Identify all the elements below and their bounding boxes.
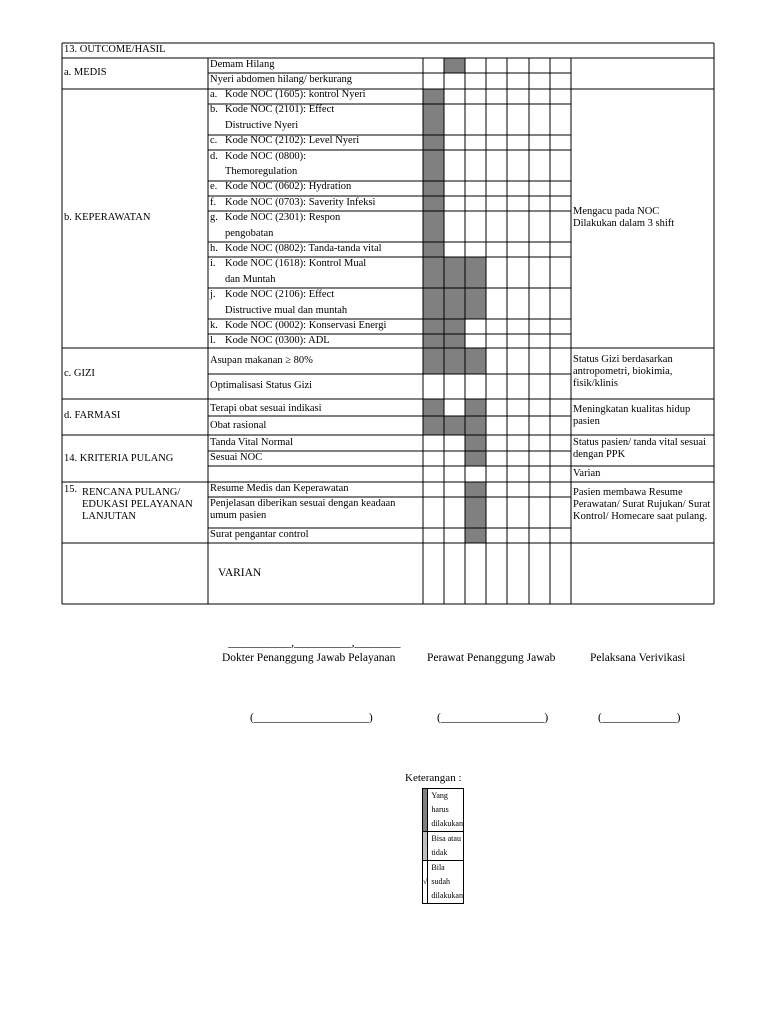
keperawatan-item-letter: i. <box>210 258 216 270</box>
keperawatan-item-letter: c. <box>210 135 218 147</box>
gizi-note: Status Gizi berdasarkan antropometri, biokimia, fisik/klinis <box>573 354 673 389</box>
keperawatan-item-text: dan Muntah <box>225 273 276 285</box>
legend-label: Yang harus dilakukan <box>428 789 464 832</box>
medis-item: Demam Hilang <box>210 59 275 70</box>
section-13-title: 13. OUTCOME/HASIL <box>64 44 166 55</box>
farmasi-note: Meningkatan kualitas hidup pasien <box>573 404 691 427</box>
keperawatan-cell-fill <box>465 257 486 288</box>
keperawatan-item-letter: b. <box>210 104 218 116</box>
legend-check-symbol: √ <box>423 861 428 904</box>
keperawatan-item-text: Distructive Nyeri <box>225 119 299 131</box>
keperawatan-item-text: Kode NOC (2301): Respon <box>225 212 341 224</box>
kriteria-item: Tanda Vital Normal <box>210 437 294 448</box>
farmasi-cell-fill <box>465 399 486 416</box>
rencana-cell-fill <box>465 482 486 543</box>
keperawatan-cell-fill <box>444 334 465 348</box>
gizi-cell-fill <box>444 348 465 374</box>
medis-item: Nyeri abdomen hilang/ berkurang <box>210 74 352 85</box>
keperawatan-item-letter: l. <box>210 335 216 347</box>
medis-cell-fill <box>444 58 465 73</box>
signature-line-verifier: (_____________) <box>598 712 681 724</box>
keperawatan-item-text: Kode NOC (2102): Level Nyeri <box>225 135 360 147</box>
signature-line-nurse: (__________________) <box>437 712 549 724</box>
farmasi-cell-fill <box>423 416 444 435</box>
keperawatan-item-text: Kode NOC (0703): Saverity Infeksi <box>225 196 376 208</box>
kriteria-varian: Varian <box>573 468 601 479</box>
farmasi-cell-fill <box>444 416 465 435</box>
keperawatan-item-letter: e. <box>210 181 218 193</box>
kriteria-label: 14. KRITERIA PULANG <box>64 453 174 464</box>
keperawatan-cell-fill <box>444 319 465 334</box>
rencana-number: 15. <box>64 484 78 495</box>
legend-label: Bisa atau tidak <box>428 832 464 861</box>
farmasi-item: Terapi obat sesuai indikasi <box>210 403 322 414</box>
signature-line-doctor: (____________________) <box>250 712 373 724</box>
legend-title: Keterangan : <box>405 772 462 784</box>
legend-row <box>423 789 464 832</box>
legend-label: Bila sudah dilakukan <box>428 861 464 904</box>
keperawatan-cell-fill <box>423 104 444 135</box>
signature-role-doctor: Dokter Penanggung Jawab Pelayanan <box>222 652 396 664</box>
keperawatan-cell-fill <box>444 288 465 319</box>
legend-row <box>423 861 464 904</box>
keperawatan-note: Mengacu pada NOC Dilakukan dalam 3 shift <box>573 206 675 229</box>
gizi-item: Optimalisasi Status Gizi <box>210 380 313 391</box>
gizi-label: c. GIZI <box>64 368 95 379</box>
keperawatan-cell-fill <box>423 89 444 104</box>
keperawatan-item-text: Kode NOC (0802): Tanda-tanda vital <box>225 243 382 254</box>
keperawatan-cell-fill <box>465 288 486 319</box>
keperawatan-item-text: Kode NOC (0800): <box>225 150 307 162</box>
keperawatan-item-letter: d. <box>210 150 218 162</box>
gizi-cell-fill <box>465 348 486 374</box>
keperawatan-item-letter: f. <box>210 196 217 208</box>
keperawatan-label: b. KEPERAWATAN <box>64 212 151 223</box>
keperawatan-item-text: Themoregulation <box>225 166 298 177</box>
keperawatan-item-text: Kode NOC (0602): Hydration <box>225 181 352 193</box>
legend-row <box>423 832 464 861</box>
gizi-cell-fill <box>423 348 444 374</box>
kriteria-item: Sesuai NOC <box>210 452 263 463</box>
rencana-item: Penjelasan diberikan sesuai dengan keadaan umum pasien <box>210 498 396 521</box>
varian-label: VARIAN <box>218 567 262 579</box>
rencana-label: RENCANA PULANG/ EDUKASI PELAYANAN LANJUTAN <box>82 487 193 522</box>
keperawatan-item-text: Distructive mual dan muntah <box>225 304 348 316</box>
keperawatan-item-letter: h. <box>210 243 218 254</box>
keperawatan-item-letter: g. <box>210 212 218 224</box>
keperawatan-item-text: Kode NOC (1605): kontrol Nyeri <box>225 89 366 100</box>
kriteria-note: Status pasien/ tanda vital sesuai dengan PPK <box>573 437 706 460</box>
keperawatan-item-letter: k. <box>210 320 218 331</box>
medis-label: a. MEDIS <box>64 67 107 78</box>
signature-role-nurse: Perawat Penanggung Jawab <box>427 652 556 664</box>
keperawatan-cell-fill <box>423 135 444 150</box>
keperawatan-item-letter: a. <box>210 89 218 100</box>
farmasi-label: d. FARMASI <box>64 410 121 421</box>
keperawatan-cell-fill <box>444 257 465 288</box>
keperawatan-item-letter: j. <box>210 289 216 301</box>
rencana-item: Resume Medis dan Keperawatan <box>210 483 349 494</box>
farmasi-cell-fill <box>423 399 444 416</box>
keperawatan-cell-fill <box>423 196 444 211</box>
keperawatan-cell-fill <box>423 288 444 319</box>
gizi-item: Asupan makanan ≥ 80% <box>210 355 313 366</box>
keperawatan-item-text: Kode NOC (0002): Konservasi Energi <box>225 320 387 331</box>
keperawatan-cell-fill <box>423 257 444 288</box>
legend-table <box>422 788 464 904</box>
signature-role-verifier: Pelaksana Verivikasi <box>590 652 686 664</box>
signature-date-line: ___________,__________,________ <box>228 637 401 649</box>
keperawatan-cell-fill <box>423 334 444 348</box>
keperawatan-cell-fill <box>423 211 444 242</box>
keperawatan-cell-fill <box>423 242 444 257</box>
keperawatan-cell-fill <box>423 150 444 181</box>
keperawatan-item-text: Kode NOC (0300): ADL <box>225 335 330 347</box>
keperawatan-item-text: Kode NOC (2106): Effect <box>225 289 335 301</box>
keperawatan-item-text: pengobatan <box>225 227 274 239</box>
keperawatan-item-text: Kode NOC (2101): Effect <box>225 104 335 116</box>
keperawatan-cell-fill <box>423 181 444 196</box>
farmasi-item: Obat rasional <box>210 420 267 431</box>
keperawatan-cell-fill <box>423 319 444 334</box>
farmasi-cell-fill <box>465 416 486 435</box>
rencana-note: Pasien membawa Resume Perawatan/ Surat Rujukan/ Surat Kontrol/ Homecare saat pulang. <box>573 487 711 522</box>
rencana-item: Surat pengantar control <box>210 529 309 540</box>
keperawatan-item-text: Kode NOC (1618): Kontrol Mual <box>225 258 367 270</box>
